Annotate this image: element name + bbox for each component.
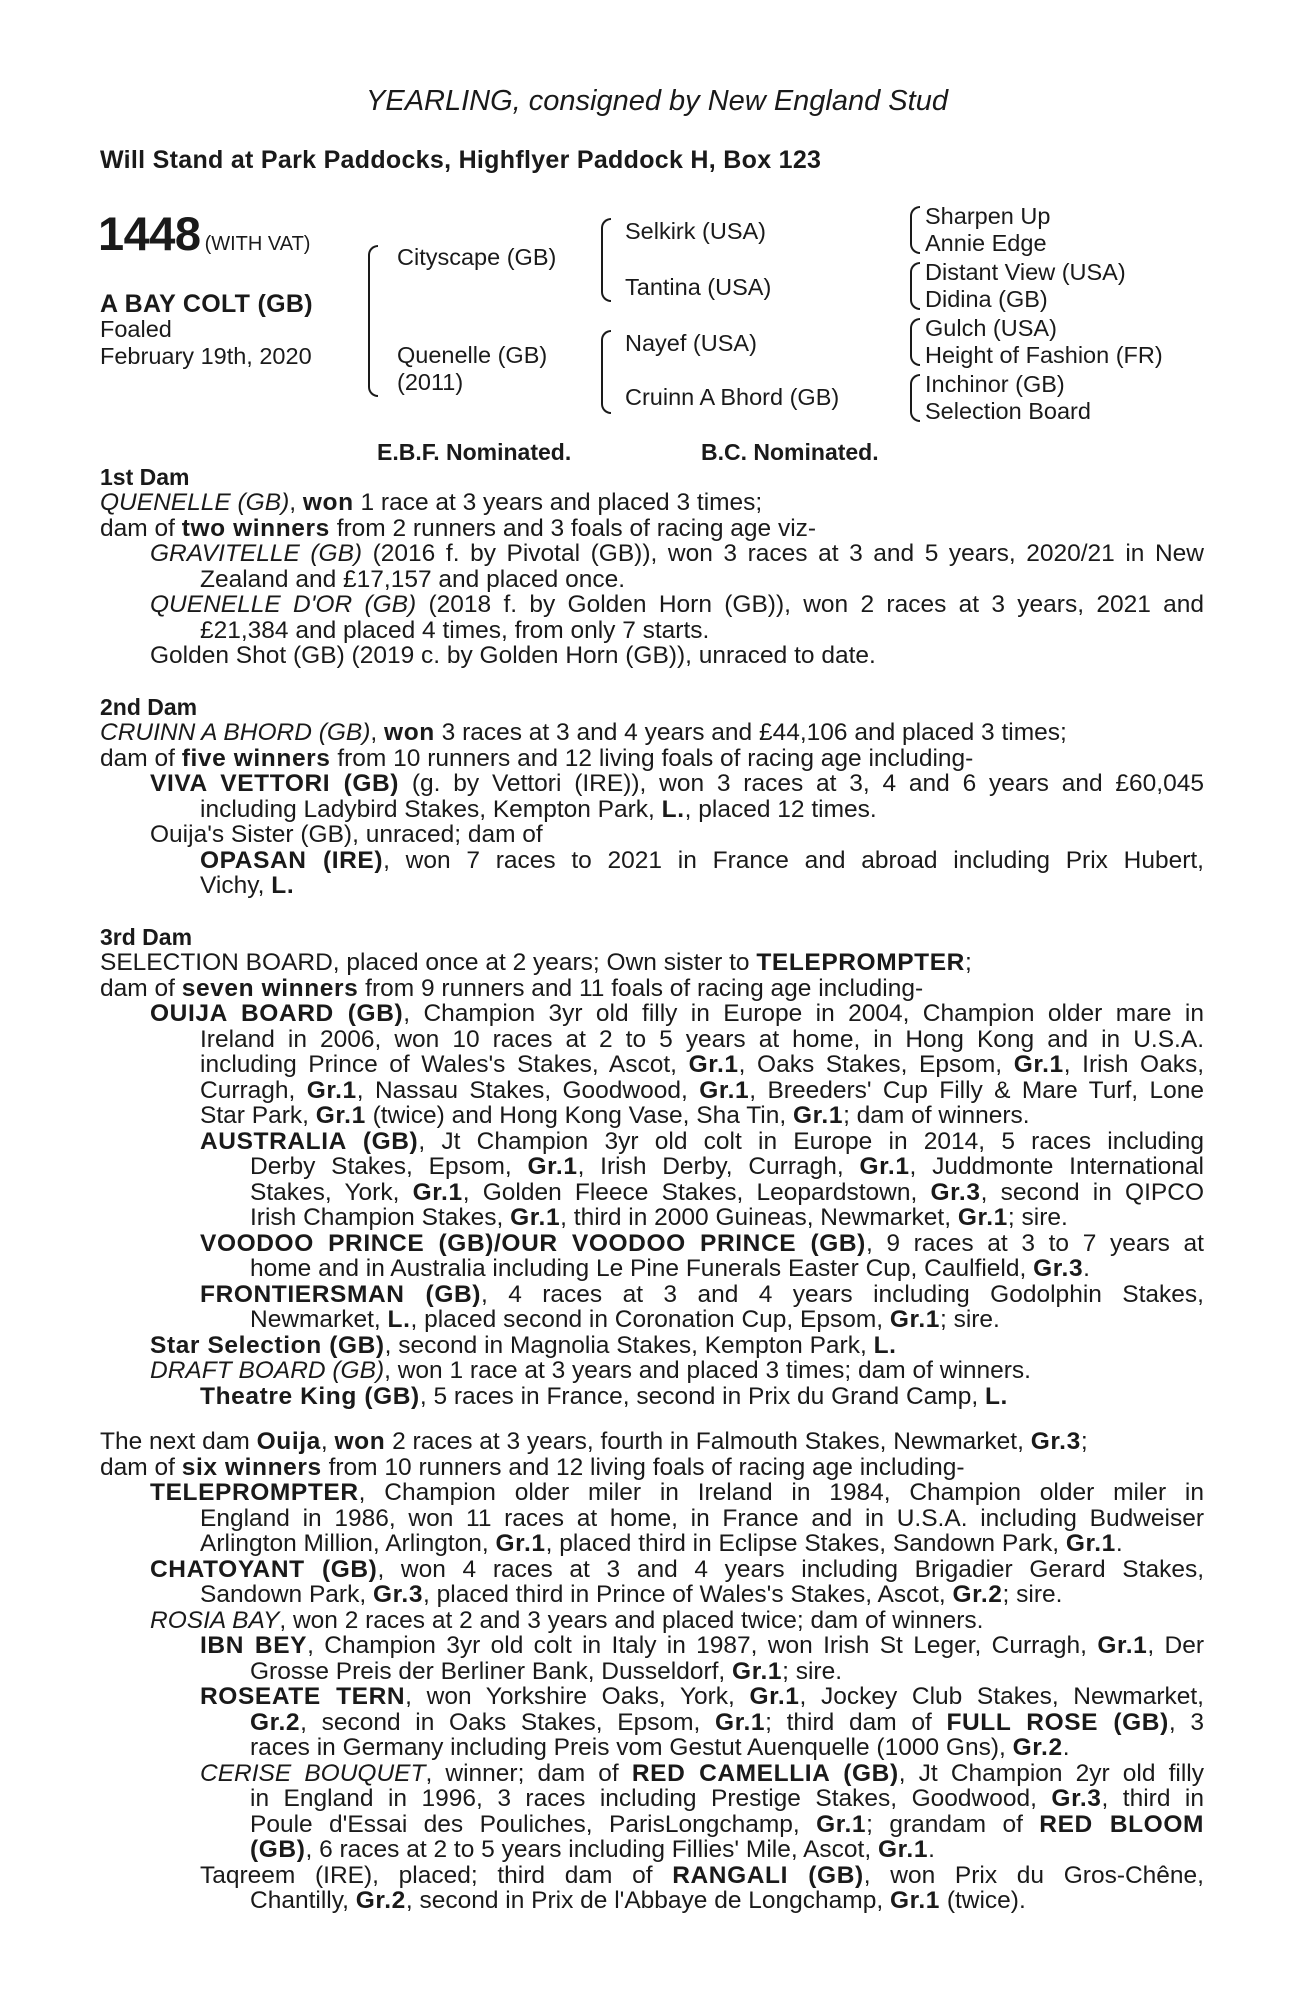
voodoo-prince-cont: home and in Australia including Le Pine Funerals Easter Cup, Caulfield, Gr.3. — [250, 1255, 1090, 1282]
second-dam-section — [100, 694, 1204, 899]
first-dam-section — [100, 464, 1204, 669]
horse-name: A BAY COLT (GB) — [100, 290, 313, 318]
roseate-tern-cont-1: Gr.2, second in Oaks Stakes, Epsom, Gr.1; third dam of FULL ROSE (GB), 3 — [250, 1708, 1204, 1736]
first-dam-heading: 1st Dam — [100, 464, 190, 490]
pedigree-bracket-g4 — [910, 374, 920, 422]
third-dam-section — [100, 924, 1204, 1409]
teleprompter-cont-1: England in 1986, won 11 races at home, in France and in U.S.A. including Budweiser — [200, 1504, 1204, 1532]
roseate-tern-cont-2: races in Germany including Preis vom Gestut Auenquelle (1000 Gns), Gr.2. — [250, 1734, 1070, 1761]
first-dam-produce-summary: dam of two winners from 2 runners and 3 foals of racing age viz- — [100, 514, 817, 542]
ouija-board-cont-2: including Prince of Wales's Stakes, Ascot, Gr.1, Oaks Stakes, Epsom, Gr.1, Irish Oaks, — [200, 1051, 1205, 1078]
bc-nomination: B.C. Nominated. — [701, 439, 879, 465]
grandsire-1: Sharpen Up — [925, 203, 1051, 229]
lot-number: 1448 — [98, 207, 201, 260]
produce-viva-vettori-cont: including Ladybird Stakes, Kempton Park, L., placed 12 times. — [200, 795, 877, 823]
second-dam-line: CRUINN A BHORD (GB), won 3 races at 3 and 4 years and £44,106 and placed 3 times; — [100, 719, 1067, 746]
grandsire-2: Distant View (USA) — [925, 259, 1126, 285]
produce-gravitelle-cont: Zealand and £17,157 and placed once. — [200, 565, 626, 593]
produce-rosia-bay: ROSIA BAY, won 2 races at 2 and 3 years and placed twice; dam of winners. — [150, 1606, 984, 1634]
dam-year: (2011) — [397, 369, 464, 395]
granddam-4: Selection Board — [925, 398, 1091, 424]
produce-cerise-bouquet: CERISE BOUQUET, winner; dam of RED CAMELLIA (GB), Jt Champion 2yr old filly — [200, 1759, 1204, 1787]
granddam-2: Didina (GB) — [925, 286, 1048, 312]
second-dam-produce-summary: dam of five winners from 10 runners and 12 living foals of racing age including- — [100, 744, 974, 772]
produce-opasan-cont: Vichy, L. — [200, 872, 295, 899]
cerise-bouquet-cont-1: in England in 1996, 3 races including Prestige Stakes, Goodwood, Gr.3, third in — [250, 1785, 1204, 1812]
next-dam-section — [100, 1429, 1204, 1914]
page-title: YEARLING, consigned by New England Stud — [366, 85, 948, 117]
dam-dam: Cruinn A Bhord (GB) — [625, 384, 840, 410]
australia-cont-1: Derby Stakes, Epsom, Gr.1, Irish Derby, Curragh, Gr.1, Juddmonte International — [250, 1153, 1204, 1180]
produce-theatre-king: Theatre King (GB), 5 races in France, second in Prix du Grand Camp, L. — [200, 1382, 1008, 1410]
pedigree-bracket-sire — [601, 218, 611, 302]
produce-ouijas-sister: Ouija's Sister (GB), unraced; dam of — [150, 821, 543, 848]
produce-voodoo-prince: VOODOO PRINCE (GB)/OUR VOODOO PRINCE (GB), 9 races at 3 to 7 years at — [200, 1229, 1204, 1257]
third-dam-produce-summary: dam of seven winners from 9 runners and 11 foals of racing age including- — [100, 974, 924, 1002]
first-dam-line: QUENELLE (GB), won 1 race at 3 years and placed 3 times; — [100, 489, 763, 516]
granddam-1: Annie Edge — [925, 230, 1047, 256]
ouija-board-cont-3: Curragh, Gr.1, Nassau Stakes, Goodwood, Gr.1, Breeders' Cup Filly & Mare Turf, Lone — [200, 1076, 1204, 1104]
produce-quenelle-dor: QUENELLE D'OR (GB) (2018 f. by Golden Horn (GB)), won 2 races at 3 years, 2021 and — [150, 591, 1205, 618]
pedigree-bracket-g3 — [910, 318, 920, 366]
australia-cont-3: Irish Champion Stakes, Gr.1, third in 2000 Guineas, Newmarket, Gr.1; sire. — [250, 1204, 1068, 1231]
produce-teleprompter: TELEPROMPTER, Champion older miler in Ireland in 1984, Champion older miler in — [150, 1479, 1204, 1506]
produce-frontiersman: FRONTIERSMAN (GB), 4 races at 3 and 4 years including Godolphin Stakes, — [200, 1280, 1204, 1308]
third-dam-heading: 3rd Dam — [100, 924, 193, 950]
cerise-bouquet-cont-2: Poule d'Essai des Pouliches, ParisLongchamp, Gr.1; grandam of RED BLOOM — [250, 1810, 1205, 1838]
cerise-bouquet-cont-3: (GB), 6 races at 2 to 5 years including Fillies' Mile, Ascot, Gr.1. — [250, 1836, 935, 1863]
pedigree-bracket-main — [368, 245, 378, 397]
dam-sire: Nayef (USA) — [625, 330, 757, 356]
granddam-3: Height of Fashion (FR) — [925, 342, 1163, 368]
produce-roseate-tern: ROSEATE TERN, won Yorkshire Oaks, York, Gr.1, Jockey Club Stakes, Newmarket, — [200, 1683, 1204, 1710]
produce-golden-shot: Golden Shot (GB) (2019 c. by Golden Horn (GB)), unraced to date. — [150, 642, 876, 669]
grandsire-3: Gulch (USA) — [925, 315, 1057, 341]
frontiersman-cont: Newmarket, L., placed second in Coronation Cup, Epsom, Gr.1; sire. — [250, 1306, 1000, 1333]
teleprompter-cont-2: Arlington Million, Arlington, Gr.1, placed third in Eclipse Stakes, Sandown Park, Gr.1. — [200, 1530, 1123, 1557]
produce-quenelle-dor-cont: £21,384 and placed 4 times, from only 7 starts. — [200, 616, 710, 644]
ouija-board-cont-1: Ireland in 2006, won 10 races at 2 to 5 years at home, in Hong Kong and in U.S.A. — [200, 1025, 1204, 1053]
produce-draft-board: DRAFT BOARD (GB), won 1 race at 3 years and placed 3 times; dam of winners. — [150, 1357, 1031, 1384]
taqreem-cont: Chantilly, Gr.2, second in Prix de l'Abbaye de Longchamp, Gr.1 (twice). — [250, 1887, 1026, 1914]
sire: Cityscape (GB) — [397, 244, 557, 270]
produce-ouija-board: OUIJA BOARD (GB), Champion 3yr old filly in Europe in 2004, Champion older mare in — [150, 1000, 1204, 1027]
produce-star-selection: Star Selection (GB), second in Magnolia Stakes, Kempton Park, L. — [150, 1331, 897, 1359]
foaled-date: February 19th, 2020 — [100, 343, 312, 369]
produce-ibn-bey: IBN BEY, Champion 3yr old colt in Italy in 1987, won Irish St Leger, Curragh, Gr.1, Der — [200, 1632, 1205, 1659]
sire-sire: Selkirk (USA) — [625, 218, 767, 244]
produce-australia: AUSTRALIA (GB), Jt Champion 3yr old colt in Europe in 2014, 5 races including — [200, 1127, 1204, 1155]
ouija-board-cont-4: Star Park, Gr.1 (twice) and Hong Kong Vase, Sha Tin, Gr.1; dam of winners. — [200, 1102, 1030, 1129]
lot-number-block — [98, 208, 310, 270]
ibn-bey-cont: Grosse Preis der Berliner Bank, Dusseldorf, Gr.1; sire. — [250, 1657, 843, 1685]
chatoyant-cont: Sandown Park, Gr.3, placed third in Prince of Wales's Stakes, Ascot, Gr.2; sire. — [200, 1581, 1063, 1608]
sire-dam: Tantina (USA) — [625, 274, 772, 300]
produce-viva-vettori: VIVA VETTORI (GB) (g. by Vettori (IRE)), won 3 races at 3, 4 and 6 years and £60,045 — [150, 770, 1204, 797]
pedigree-bracket-g1 — [910, 206, 920, 254]
produce-opasan: OPASAN (IRE), won 7 races to 2021 in France and abroad including Prix Hubert, — [200, 846, 1204, 874]
grandsire-4: Inchinor (GB) — [925, 371, 1065, 397]
australia-cont-2: Stakes, York, Gr.1, Golden Fleece Stakes, Leopardstown, Gr.3, second in QIPCO — [250, 1178, 1205, 1206]
foaled-label: Foaled — [100, 316, 172, 342]
next-dam-produce-summary: dam of six winners from 10 runners and 12 living foals of racing age including- — [100, 1453, 965, 1481]
produce-chatoyant: CHATOYANT (GB), won 4 races at 3 and 4 years including Brigadier Gerard Stakes, — [150, 1555, 1205, 1583]
second-dam-heading: 2nd Dam — [100, 694, 198, 720]
ebf-nomination: E.B.F. Nominated. — [377, 439, 572, 465]
dam: Quenelle (GB) — [397, 342, 548, 368]
pedigree-bracket-g2 — [910, 262, 920, 310]
produce-gravitelle: GRAVITELLE (GB) (2016 f. by Pivotal (GB)), won 3 races at 3 and 5 years, 2020/21 in New — [150, 540, 1204, 567]
third-dam-line: SELECTION BOARD, placed once at 2 years; Own sister to TELEPROMPTER; — [100, 949, 972, 976]
next-dam-line: The next dam Ouija, won 2 races at 3 years, fourth in Falmouth Stakes, Newmarket, Gr.3; — [100, 1428, 1088, 1455]
pedigree-bracket-dam — [601, 330, 611, 414]
vat-note: (WITH VAT) — [204, 233, 311, 255]
stand-location: Will Stand at Park Paddocks, Highflyer Paddock H, Box 123 — [100, 146, 822, 174]
produce-taqreem: Taqreem (IRE), placed; third dam of RANGALI (GB), won Prix du Gros-Chêne, — [200, 1861, 1204, 1889]
